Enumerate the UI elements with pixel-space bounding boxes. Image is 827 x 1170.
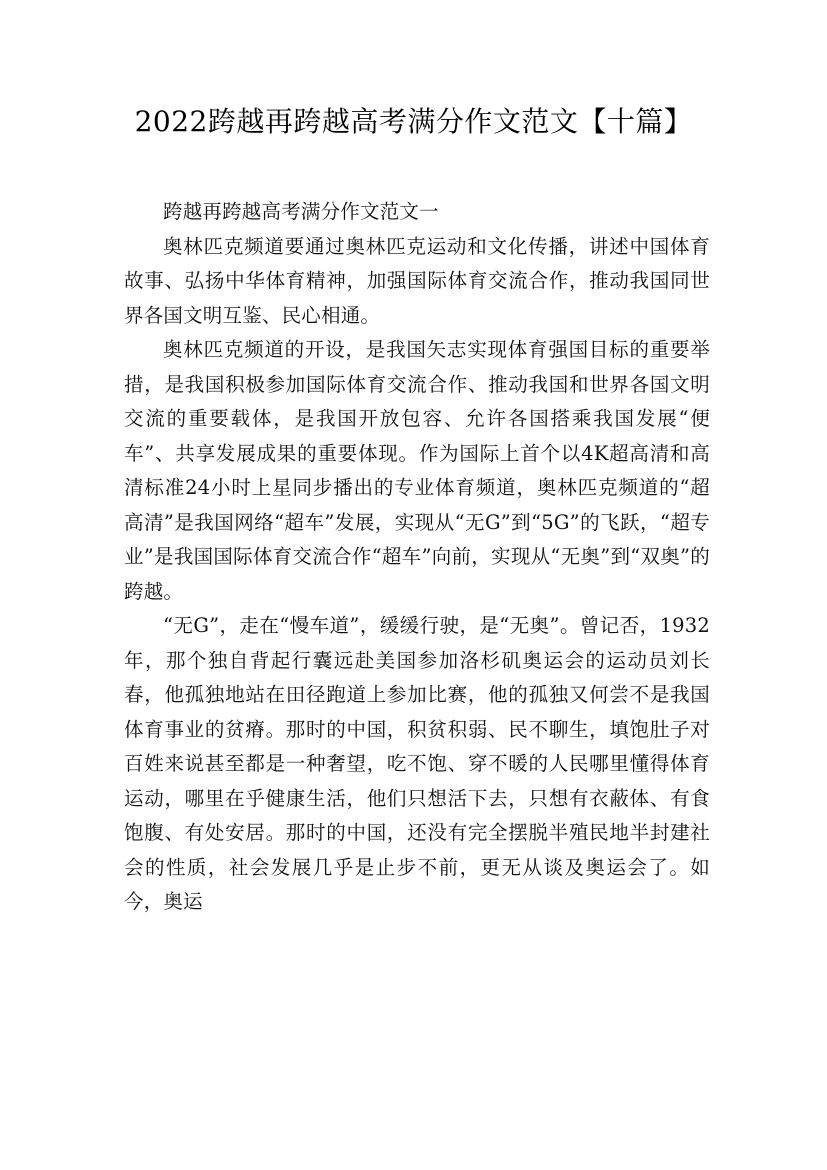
body-paragraph: 奥林匹克频道要通过奥林匹克运动和文化传播，讲述中国体育故事、弘扬中华体育精神，加强国际体育交流合作，推动我国同世界各国文明互鉴、民心相通。 [124, 234, 710, 327]
document-title: 2022跨越再跨越高考满分作文范文【十篇】 [134, 105, 693, 138]
body-paragraph: 奥林匹克频道的开设，是我国矢志实现体育强国目标的重要举措，是我国积极参加国际体育交流合作、推动我国和世界各国文明交流的重要载体，是我国开放包容、允许各国搭乘我国发展“便车”、共享发展成果的重要体现。作为国际上首个以4K超高清和高清标准24小时上星同步播出的专业体育频道，奥林匹克频道的“超高清”是我国网络“超车”发展，实现从“无G”到“5G”的飞跃，“超专业”是我国国际体育交流合作“超车”向前，实现从“无奥”到“双奥”的跨越。 [124, 338, 710, 603]
subtitle-paragraph: 跨越再跨越高考满分作文范文一 [163, 200, 439, 223]
document-body [124, 195, 710, 920]
body-paragraph: “无G”，走在“慢车道”，缓缓行驶，是“无奥”。曾记否，1932年，那个独自背起行囊远赴美国参加洛杉矶奥运会的运动员刘长春，他孤独地站在田径跑道上参加比赛，他的孤独又何尝不是我国体育事业的贫瘠。那时的中国，积贫积弱、民不聊生，填饱肚子对百姓来说甚至都是一种奢望，吃不饱、穿不暖的人民哪里懂得体育运动，哪里在乎健康生活，他们只想活下去，只想有衣蔽体、有食饱腹、有处安居。那时的中国，还没有完全摆脱半殖民地半封建社会的性质，社会发展几乎是止步不前，更无从谈及奥运会了。如今，奥运 [124, 614, 710, 913]
